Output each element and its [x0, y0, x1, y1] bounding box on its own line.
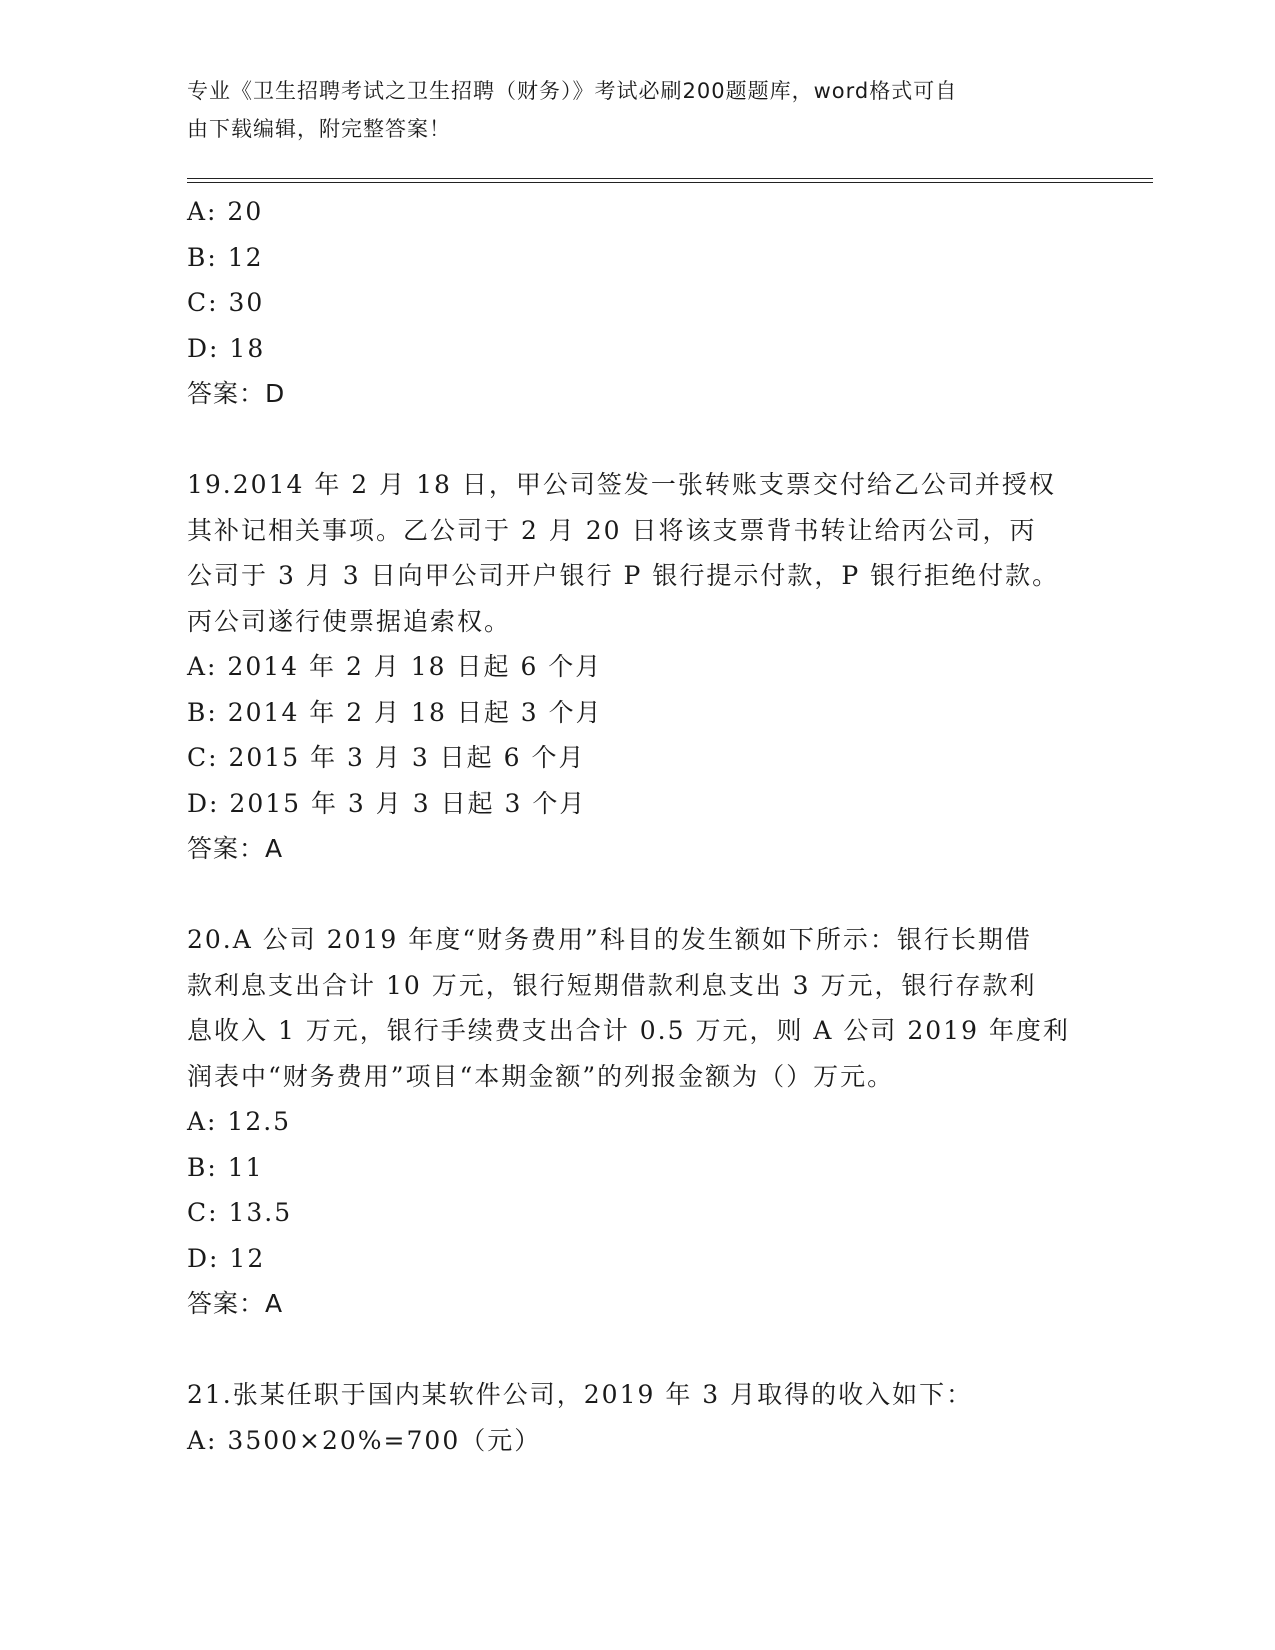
option-d: D: 2015 年 3 月 3 日起 3 个月 — [187, 788, 587, 818]
answer: 答案：D — [187, 379, 286, 408]
header-line-2: 由下载编辑，附完整答案！ — [187, 117, 451, 141]
question-text-line: 20.A 公司 2019 年度“财务费用”科目的发生额如下所示：银行长期借 — [187, 925, 1032, 954]
question-19 — [187, 462, 1087, 872]
option-b: B: 2014 年 2 月 18 日起 3 个月 — [187, 697, 603, 727]
header-line-1: 专业《卫生招聘考试之卫生招聘（财务）》考试必刷200题题库，word格式可自 — [187, 79, 958, 103]
document-header — [187, 72, 1067, 148]
header-divider — [187, 178, 1153, 183]
spacer — [187, 872, 1087, 918]
option-c: C: 13.5 — [187, 1198, 293, 1227]
option-c: C: 2015 年 3 月 3 日起 6 个月 — [187, 743, 586, 772]
option-a: A: 3500×20%=700（元） — [187, 1425, 542, 1455]
option-a: A: 12.5 — [187, 1107, 292, 1136]
option-d: D: 18 — [187, 333, 266, 363]
question-text-line: 息收入 1 万元，银行手续费支出合计 0.5 万元，则 A 公司 2019 年度利 — [187, 1016, 1070, 1045]
spacer — [187, 417, 1087, 463]
question-20 — [187, 917, 1087, 1327]
question-text-line: 19.2014 年 2 月 18 日，甲公司签发一张转账支票交付给乙公司并授权 — [187, 470, 1056, 499]
question-21 — [187, 1372, 1087, 1463]
question-text-line: 款利息支出合计 10 万元，银行短期借款利息支出 3 万元，银行存款利 — [187, 970, 1037, 1000]
option-b: B: 12 — [187, 242, 264, 272]
option-b: B: 11 — [187, 1152, 264, 1182]
spacer — [187, 1327, 1087, 1373]
option-a: A: 20 — [187, 197, 264, 226]
option-a: A: 2014 年 2 月 18 日起 6 个月 — [187, 652, 603, 681]
question-18-continued — [187, 189, 1087, 417]
question-text-line: 21.张某任职于国内某软件公司，2019 年 3 月取得的收入如下： — [187, 1380, 974, 1409]
answer: 答案：A — [187, 1289, 284, 1318]
question-text-line: 其补记相关事项。乙公司于 2 月 20 日将该支票背书转让给丙公司，丙 — [187, 515, 1037, 545]
option-d: D: 12 — [187, 1243, 266, 1273]
question-text-line: 丙公司遂行使票据追索权。 — [187, 606, 512, 636]
answer: 答案：A — [187, 834, 284, 863]
question-text-line: 公司于 3 月 3 日向甲公司开户银行 P 银行提示付款，P 银行拒绝付款。 — [187, 561, 1060, 590]
question-text-line: 润表中“财务费用”项目“本期金额”的列报金额为（）万元。 — [187, 1061, 895, 1091]
document-body — [187, 189, 1087, 1463]
option-c: C: 30 — [187, 288, 265, 317]
